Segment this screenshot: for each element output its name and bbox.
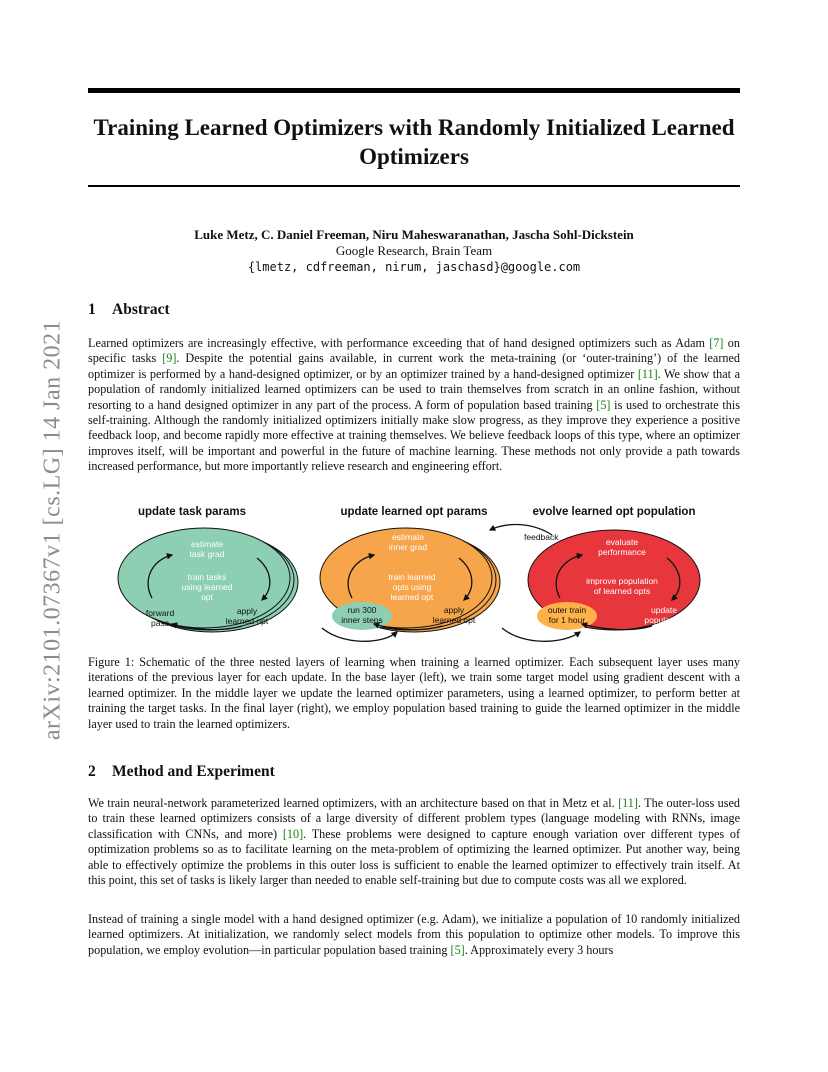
citation-link[interactable]: [11] (637, 366, 658, 381)
author-names: Luke Metz, C. Daniel Freeman, Niru Maheswaranathan, Jascha Sohl-Dickstein (194, 227, 634, 242)
text-run: . Approximately every 3 hours (464, 942, 614, 957)
section-number: 2 (88, 763, 96, 780)
text-run: . The outer-loss used to train these learned optimizers consists of a large diversity of different problem types (language modeling with RNNs, image classification with CNNs, and more) (88, 796, 741, 841)
method-paragraph-1 (88, 796, 740, 888)
text-run: . We show that a population of randomly initialized learned optimizers can be used to train themselves from scratch in an online fashion, without resorting to a hand designed optimizer in any part of the process. A form of population based training (88, 366, 740, 412)
text-run: We train neural-network parameterized learned optimizers, with an architecture based on that in Metz et al. (88, 796, 619, 810)
left-label: estimate (190, 539, 224, 549)
citation-link[interactable]: [5] (596, 397, 611, 412)
text-run: . These problems were designed to capture enough variation over different types of optimization problems so as to facilitate learning on the meta-problem of optimizing the learned optimizer. Put another way, being able to effectively optimize the problems in this outer loss is sufficient to enable the learned optimizer to effectively train itself. At this point, this set of tasks is likely larger than needed to enable self-training but due to compute costs was all we explored. (88, 826, 741, 888)
citation-link[interactable]: [9] (162, 351, 177, 366)
right-label: improve population (586, 576, 658, 586)
text-run: on specific tasks (88, 336, 740, 366)
abstract-paragraph (88, 336, 740, 475)
title-bottom-rule (88, 185, 740, 187)
text-run: . Despite the potential gains available, in current work the meta-training (or ‘outer-training’) of the learned optimizer is performed by a hand-designed optimizer, or by an optimizer trained by a hand-designed optimizer (88, 351, 740, 381)
middle-label: opts using (392, 582, 432, 592)
right-label: outer train (547, 605, 587, 615)
middle-label: inner grad (388, 542, 428, 552)
right-label: evaluate (605, 537, 639, 547)
left-label: task grad (189, 549, 225, 559)
author-emails: {lmetz, cdfreeman, nirum, jaschasd}@google.com (247, 260, 581, 274)
left-label: using learned (181, 582, 233, 592)
right-label: update (651, 605, 677, 615)
citation-link[interactable]: [5] (450, 942, 465, 957)
left-label: apply (236, 606, 258, 616)
left-label: train tasks (187, 572, 227, 582)
text-run: Learned optimizers are increasingly effective, with performance exceeding that of hand designed optimizers such as Adam (88, 336, 710, 350)
text-run: Instead of training a single model with a hand designed optimizer (e.g. Adam), we initialize a population of 10 randomly initialized learned optimizers. At initialization, we randomly select models from this population to optimize other models. To improve this population, we employ evolution—in particular population based training (88, 912, 740, 957)
top-rule (88, 88, 740, 93)
left-label: pass (151, 618, 169, 628)
citation-link[interactable]: [11] (618, 796, 638, 810)
left-label: opt (201, 592, 213, 602)
citation-link[interactable]: [10] (282, 826, 304, 841)
feedback-label: feedback (524, 532, 559, 542)
middle-label: train learned (388, 572, 436, 582)
abstract-heading (88, 301, 170, 319)
left-label: learned opt (225, 616, 269, 626)
section-title: Abstract (112, 301, 170, 318)
right-label: performance (598, 547, 646, 557)
middle-label: learned opt (390, 592, 434, 602)
right-label: of learned opts (593, 586, 651, 596)
figure-caption: Figure 1: Schematic of the three nested layers of learning when training a learned optimizer. Each subsequent layer uses many iterations of the previous layer for each update. In the base layer (left), we train some target model using gradient descent with a learned optimizer. In the middle layer we update the learned optimizer parameters, using a learned optimizer, to perform better at training the target tasks. In the final layer (right), we employ population based training to guide the learned optimizer in the middle layer used to train the learned optimizers. (88, 655, 740, 731)
method-heading (88, 763, 275, 781)
method-paragraph-2 (88, 912, 740, 958)
middle-label: inner steps (341, 615, 383, 625)
section-number: 1 (88, 301, 96, 318)
figure-header-right: evolve learned opt population (532, 506, 696, 518)
right-label: population (644, 615, 684, 625)
figure-header-middle: update learned opt params (340, 506, 488, 518)
author-block (88, 227, 740, 275)
middle-label: run 300 (347, 605, 377, 615)
figure-1-schematic (112, 500, 722, 650)
citation-link[interactable]: [7] (709, 336, 724, 350)
left-label: forward (145, 608, 175, 618)
middle-label: apply (443, 605, 465, 615)
right-label: for 1 hour (548, 615, 586, 625)
paper-title: Training Learned Optimizers with Randomly Initialized Learned Optimizers (93, 115, 735, 169)
affiliation: Google Research, Brain Team (335, 243, 493, 258)
arxiv-identifier: arXiv:2101.07367v1 [cs.LG] 14 Jan 2021 (39, 319, 66, 741)
figure-header-left: update task params (137, 506, 247, 518)
section-title: Method and Experiment (112, 763, 275, 780)
text-run: is used to orchestrate this self-training. Although the randomly initialized optimizers initially make slow progress, as they improve they experience a positive feedback loop, and become rapidly more effective at training themselves. We believe feedback loops of this type, where an optimizer improves itself, will be important and powerful in the future of machine learning. These methods not only provide a path towards increased performance, but more importantly relieve research and engineering effort. (88, 397, 740, 474)
middle-label: estimate (391, 532, 425, 542)
middle-label: learned opt (432, 615, 476, 625)
